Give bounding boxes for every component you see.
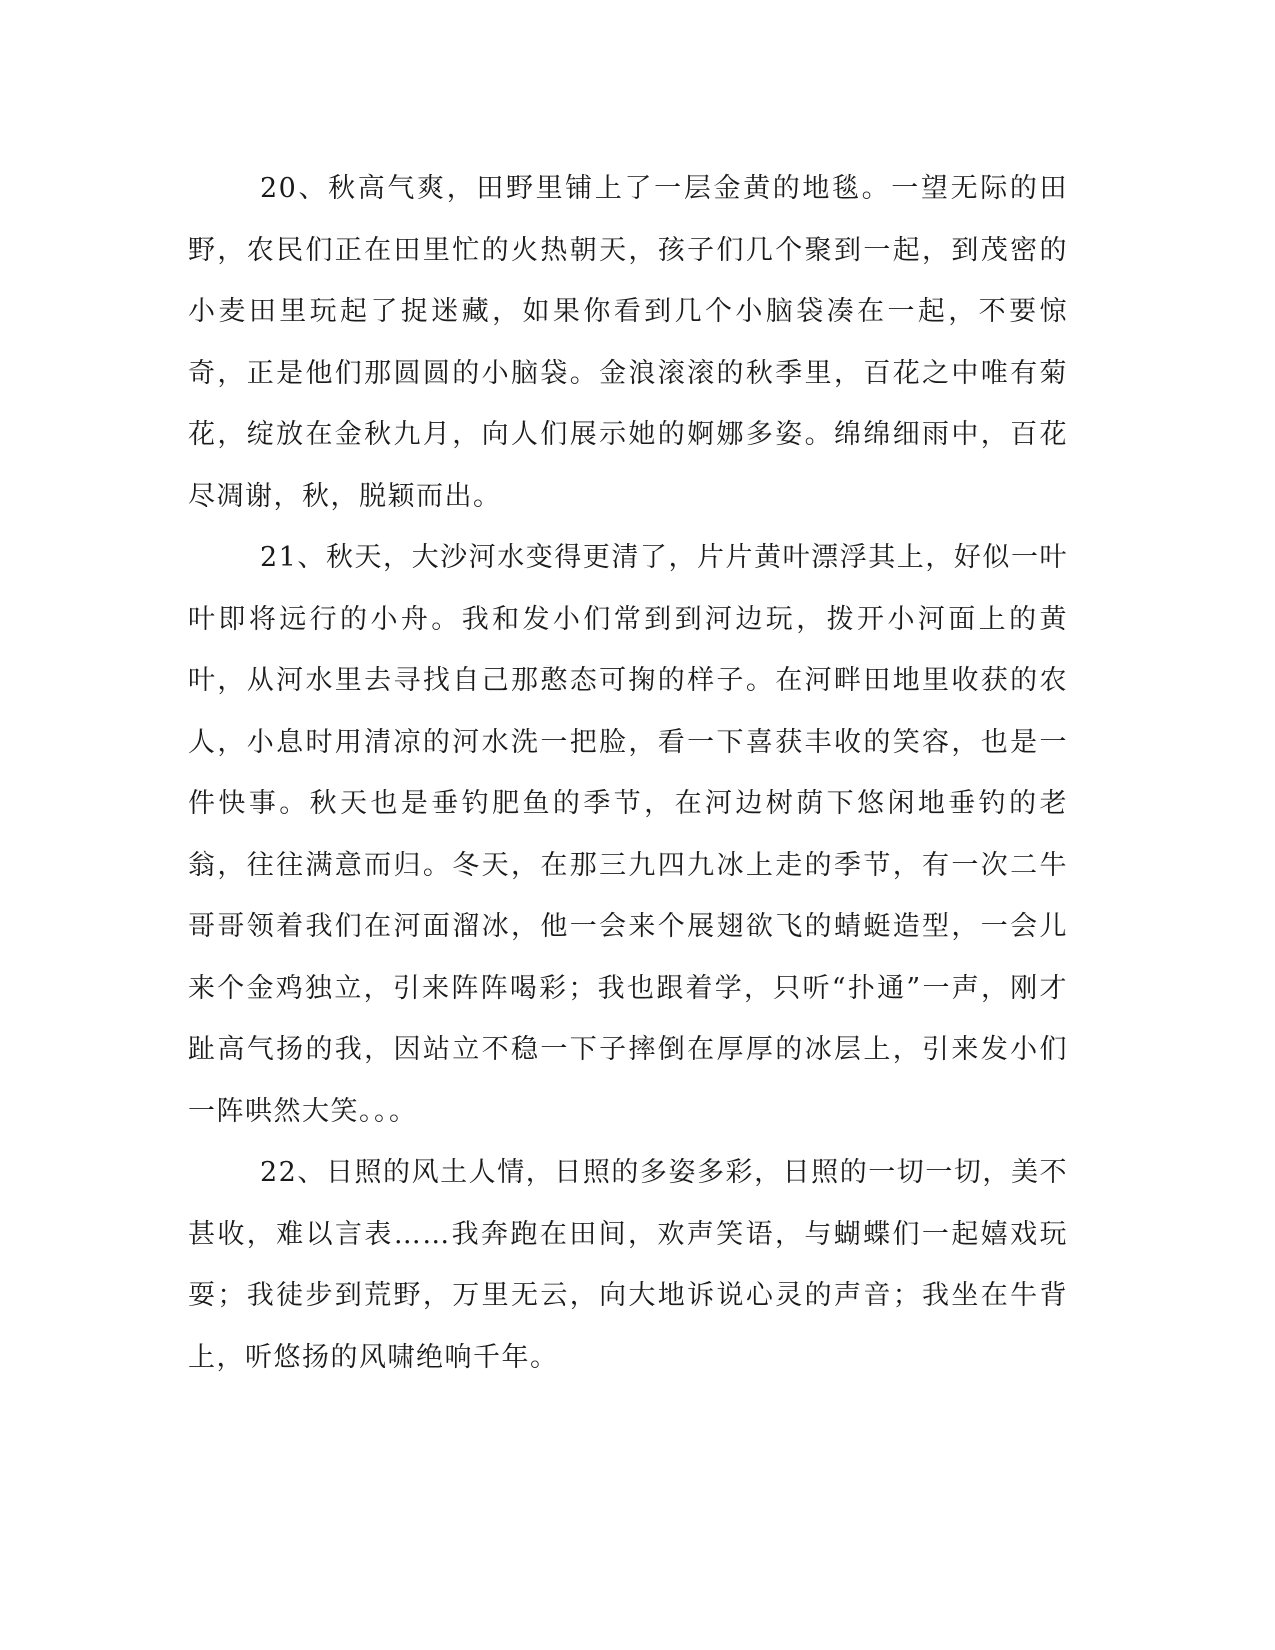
paragraph-20: 20、秋高气爽，田野里铺上了一层金黄的地毯。一望无际的田野，农民们正在田里忙的火热朝天，孩子们几个聚到一起，到茂密的小麦田里玩起了捉迷藏，如果你看到几个小脑袋凑在一起，不要惊奇，正是他们那圆圆的小脑袋。金浪滚滚的秋季里，百花之中唯有菊花，绽放在金秋九月，向人们展示她的婀娜多姿。绵绵细雨中，百花尽凋谢，秋，脱颖而出。 bbox=[188, 173, 1068, 512]
document-body bbox=[188, 158, 1068, 1388]
paragraph-22: 22、日照的风土人情，日照的多姿多彩，日照的一切一切，美不甚收，难以言表……我奔跑在田间，欢声笑语，与蝴蝶们一起嬉戏玩耍；我徒步到荒野，万里无云，向大地诉说心灵的声音；我坐在牛背上，听悠扬的风啸绝响千年。 bbox=[188, 1157, 1068, 1373]
paragraph-21: 21、秋天，大沙河水变得更清了，片片黄叶漂浮其上，好似一叶叶即将远行的小舟。我和发小们常到到河边玩，拨开小河面上的黄叶，从河水里去寻找自己那憨态可掬的样子。在河畔田地里收获的农人，小息时用清凉的河水洗一把脸，看一下喜获丰收的笑容，也是一件快事。秋天也是垂钓肥鱼的季节，在河边树荫下悠闲地垂钓的老翁，往往满意而归。冬天，在那三九四九冰上走的季节，有一次二牛哥哥领着我们在河面溜冰，他一会来个展翅欲飞的蜻蜓造型，一会儿来个金鸡独立，引来阵阵喝彩；我也跟着学，只听“扑通”一声，刚才趾高气扬的我，因站立不稳一下子摔倒在厚厚的冰层上，引来发小们一阵哄然大笑。。。 bbox=[188, 542, 1068, 1127]
